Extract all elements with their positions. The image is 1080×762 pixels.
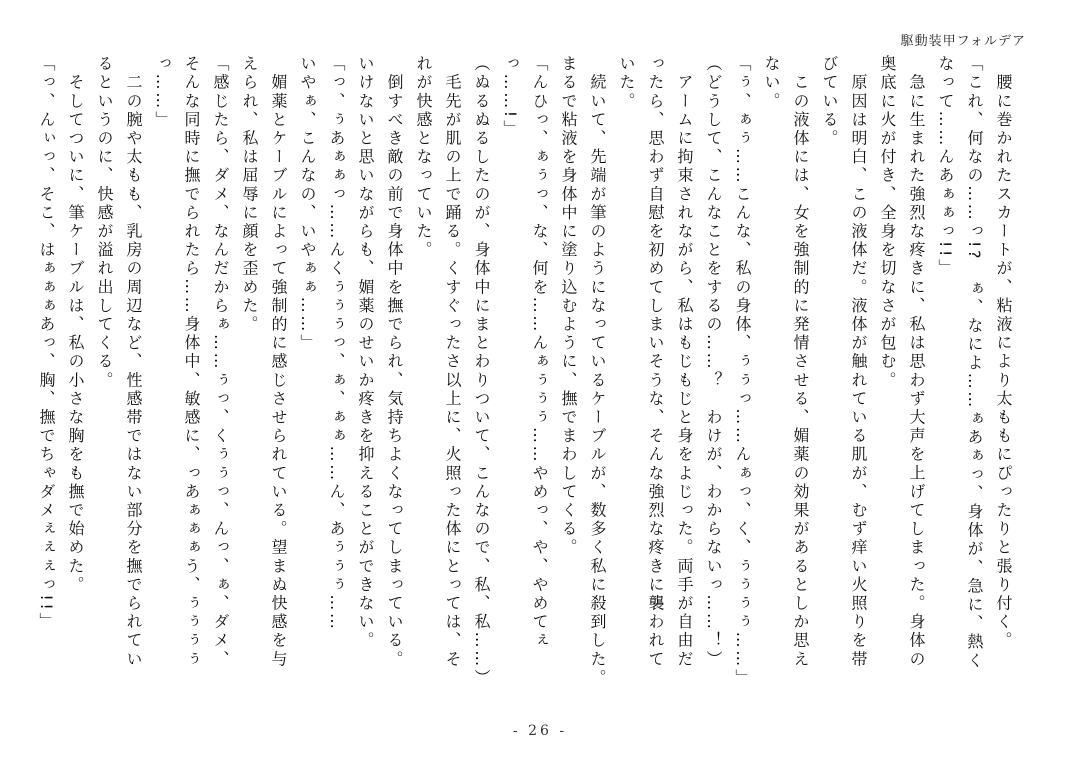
page-number: - 26 - [512, 723, 568, 739]
text-line: 「んひっ、ぁぅっ、な、何を……んぁぅぅぅ……やめっ、や、やめてぇ [530, 55, 549, 651]
running-header-title: 駆動装甲フォルデア [900, 34, 1026, 49]
vertical-body-text [37, 55, 1018, 695]
text-line: いた。 [617, 55, 636, 111]
text-line: なって……んあぁぁっ!!」 [936, 55, 955, 278]
text-line: 「っ、ぅあぁぁっ……んくぅぅぅっ、ぁ、ぁぁ……ん、あぅぅぅ…… [327, 55, 346, 632]
text-line: そんな同時に撫でられたら……身体中、敏感に、っあぁぁぁう、ぅぅぅぅ [182, 55, 201, 669]
text-line: 「感じたら、ダメ、なんだからぁ……ぅっ、くぅぅっ、んっ、ぁ、ダメ、 [211, 55, 230, 669]
text-line: 「っ、んぃっ、そこ、はぁぁぁあっ、胸、撫でちゃダメぇぇぇっ!!」 [37, 55, 56, 632]
text-line: っ……!」 [501, 55, 520, 139]
text-line: いやぁ、こんなの、いやぁぁ……」 [298, 55, 317, 353]
text-line: この液体には、女を強制的に発情させる、媚薬の効果があるとしか思え [791, 55, 810, 669]
text-line: ない。 [762, 55, 781, 111]
text-line: びている。 [820, 55, 839, 148]
text-line: ったら、思わず自慰を初めてしまいそうな、そんな強烈な疼きに襲われて [646, 55, 665, 669]
text-line: るというのに、快感が溢れ出してくる。 [95, 55, 114, 390]
text-line: れが快感となっていた。 [414, 55, 433, 260]
text-line: 急に生まれた強烈な疼きに、私は思わず大声を上げてしまった。身体の [907, 55, 926, 669]
text-line: 原因は明白、この液体だ。液体が触れている肌が、むず痒い火照りを帯 [849, 55, 868, 669]
text-line: 「ぅ、ぁぅ……こんな、私の身体、ぅぅっ……んぁっ、く、ぅぅぅぅ……」 [733, 55, 752, 688]
text-line: そしてついに、筆ケーブルは、私の小さな胸をも撫で始めた。 [66, 55, 85, 595]
text-line: えられ、私は屈辱に顔を歪めた。 [240, 55, 259, 334]
text-line: 倒すべき敵の前で身体中を撫でられ、気持ちよくなってしまっている。 [385, 55, 404, 669]
text-line: 二の腕や太もも、乳房の周辺など、性感帯ではない部分を撫でられてい [124, 55, 143, 669]
text-line: いけないと思いながらも、媚薬のせいか疼きを抑えることができない。 [356, 55, 375, 651]
text-line: まるで粘液を身体中に塗り込むように、撫でまわしてくる。 [559, 55, 578, 558]
text-line: 続いて、先端が筆のようになっているケーブルが、数多く私に殺到した。 [588, 55, 607, 688]
text-line: っ……」 [153, 55, 172, 130]
text-line: 毛先が肌の上で踊る。くすぐったさ以上に、火照った体にとっては、そ [443, 55, 462, 669]
text-line: 「これ、何なの……っ!? ぁ、なによ……ぁあぁっ、身体が、急に、熱く [965, 55, 984, 671]
text-line: （ぬるぬるしたのが、身体中にまとわりついて、こんなので、私、私……） [472, 55, 491, 688]
text-line: 腰に巻かれたスカートが、粘液により太ももにぴったりと張り付く。 [994, 55, 1013, 651]
text-line: アームに拘束されながら、私はもじもじと身をよじった。両手が自由だ [675, 55, 694, 669]
text-line: 奥底に火が付き、全身を切なさが包む。 [878, 55, 897, 390]
text-line: 媚薬とケーブルによって強制的に感じさせられている。望まぬ快感を与 [269, 55, 288, 669]
text-line: （どうして、こんなことをするの……？ わけが、わからないっ……！） [704, 55, 723, 669]
